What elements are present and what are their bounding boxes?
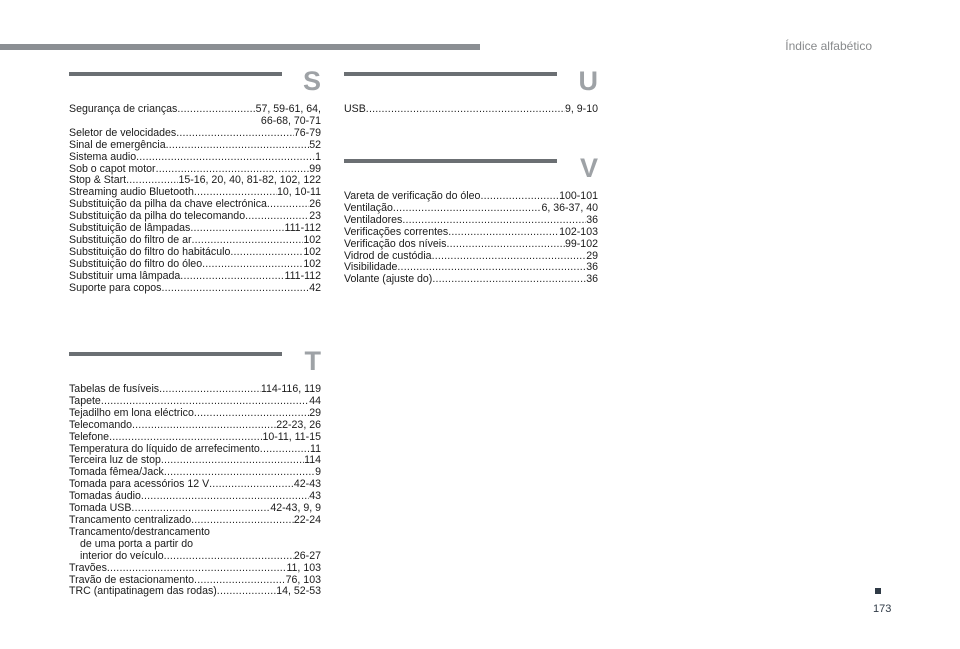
index-entry — [69, 283, 321, 295]
index-entries — [344, 104, 598, 116]
leader-dots — [159, 384, 261, 396]
index-entry-pages: 22-24 — [293, 513, 321, 526]
index-entry-term: Tomada USB — [69, 502, 132, 515]
index-entry-pages: 76, 103 — [285, 573, 321, 586]
index-entry-pages: 14, 52-53 — [276, 585, 321, 598]
index-entry-term: Segurança de crianças — [69, 103, 178, 115]
index-entry-term: Telecomando — [69, 418, 133, 431]
leader-dots — [166, 140, 310, 152]
section-v-heading — [344, 155, 598, 187]
index-entry-pages-continued: 66-68, 70-71 — [260, 114, 321, 127]
index-entry-pages: 57, 59-61, 64, — [255, 103, 321, 115]
index-entry-term: USB — [344, 103, 366, 115]
index-entry — [69, 420, 321, 432]
index-entry-term: Ventilação — [344, 201, 393, 214]
index-entry-pages: 36 — [586, 213, 598, 226]
index-entry-pages: 11 — [310, 442, 321, 455]
index-entries — [69, 384, 321, 598]
leader-dots — [432, 274, 586, 286]
index-entry-pages: 9 — [315, 466, 321, 479]
index-entry-term: Substituir uma lâmpada — [69, 269, 181, 282]
index-entry — [69, 128, 321, 140]
leader-dots — [202, 259, 303, 271]
index-entry-term: Substituição do filtro de ar — [69, 233, 192, 246]
index-entries — [69, 104, 321, 295]
index-entry-pages: 36 — [586, 273, 598, 286]
section-divider — [69, 72, 282, 76]
index-entry-pages: 99 — [309, 162, 321, 175]
section-t-heading — [69, 348, 321, 380]
header-bar — [0, 44, 480, 50]
index-entry-term: Substituição da pilha do telecomando — [69, 210, 246, 223]
index-entry-term: Tabelas de fusíveis — [69, 383, 160, 395]
index-entry-pages: 1 — [315, 150, 321, 163]
index-entry-term: Stop & Start — [69, 174, 127, 187]
index-entry-pages: 111-112 — [284, 222, 321, 235]
leader-dots — [217, 586, 276, 598]
leader-dots — [393, 203, 542, 215]
leader-dots — [136, 152, 315, 164]
index-entries — [344, 191, 598, 286]
index-entry-term: Tomada para acessórios 12 V — [69, 478, 210, 491]
index-entry — [69, 152, 321, 164]
index-entry-term: Sinal de emergência — [69, 138, 166, 151]
section-u — [344, 68, 598, 116]
index-entry-pages: 102 — [303, 233, 321, 246]
index-entry — [69, 271, 321, 283]
section-letter: U — [578, 66, 598, 96]
index-entry-pages: 26-27 — [293, 549, 321, 562]
index-entry-term: Vareta de verificação do óleo — [344, 190, 481, 202]
page-header-title: Índice alfabético — [785, 39, 872, 53]
index-entry-term: Substituição do filtro do óleo — [69, 257, 203, 270]
index-entry-pages: 36 — [586, 261, 598, 274]
leader-dots — [432, 251, 587, 263]
index-entry-term: de uma porta a partir do — [80, 537, 194, 550]
index-entry-pages: 29 — [309, 406, 321, 419]
section-divider — [344, 159, 557, 163]
leader-dots — [402, 215, 586, 227]
index-entry-term: Suporte para copos — [69, 281, 162, 294]
index-entry-term: Substituição de lâmpadas — [69, 222, 191, 235]
index-entry-pages: 6, 36-37, 40 — [541, 201, 598, 214]
index-entry-term: Verificação dos níveis — [344, 237, 447, 250]
index-entry — [69, 551, 321, 563]
index-entry-pages: 76-79 — [293, 126, 321, 139]
index-entry-pages: 52 — [309, 138, 321, 151]
leader-dots — [177, 104, 255, 116]
index-entry-pages: 9, 9-10 — [565, 103, 598, 115]
index-entry-term: Travão de estacionamento — [69, 573, 195, 586]
leader-dots — [448, 227, 559, 239]
index-entry-term: Verificações correntes — [344, 225, 449, 238]
index-entry-term: Vidrod de custódia — [344, 249, 432, 262]
leader-dots — [176, 128, 294, 140]
leader-dots — [260, 444, 310, 456]
index-entry — [344, 104, 598, 116]
index-entry-pages: 102 — [303, 245, 321, 258]
leader-dots — [230, 247, 303, 259]
index-entry — [344, 239, 598, 251]
section-t — [69, 348, 321, 598]
index-entry — [69, 586, 321, 598]
index-entry-term: Visibilidade — [344, 261, 398, 274]
index-entry-pages: 15-16, 20, 40, 81-82, 102, 122 — [178, 174, 321, 187]
index-entry-term: Substituição da pilha da chave electrónica — [69, 198, 267, 211]
page-marker — [875, 588, 881, 594]
page-number: 173 — [873, 603, 892, 615]
section-letter: V — [579, 153, 598, 183]
index-entry-term: Sistema audio — [69, 150, 137, 163]
index-entry-term: Tomada fêmea/Jack — [69, 466, 164, 479]
section-u-heading — [344, 68, 598, 100]
section-letter: S — [302, 66, 321, 96]
index-entry-pages: 22-23, 26 — [276, 418, 321, 431]
index-entry — [69, 563, 321, 575]
index-entry-pages: 26 — [309, 198, 321, 211]
index-entry-pages: 43 — [309, 490, 321, 503]
leader-dots — [267, 199, 309, 211]
index-entry-pages: 42-43, 9, 9 — [270, 502, 321, 515]
index-entry — [69, 408, 321, 420]
leader-dots — [132, 420, 276, 432]
leader-dots — [209, 479, 294, 491]
index-entry — [69, 384, 321, 396]
section-s-heading — [69, 68, 321, 100]
leader-dots — [161, 283, 309, 295]
leader-dots — [194, 408, 309, 420]
index-entry-pages: 29 — [586, 249, 598, 262]
section-divider — [69, 352, 282, 356]
index-entry — [344, 227, 598, 239]
section-s — [69, 68, 321, 295]
index-entry-term: interior do veículo — [80, 549, 164, 562]
leader-dots — [107, 563, 287, 575]
index-entry-pages: 102 — [303, 257, 321, 270]
index-entry-pages: 23 — [309, 210, 321, 223]
leader-dots — [446, 239, 565, 251]
index-entry-pages: 114 — [304, 454, 321, 467]
index-entry-term: Trancamento/destrancamento — [69, 525, 210, 538]
index-entry — [344, 215, 598, 227]
index-entry — [344, 274, 598, 286]
index-entry — [69, 140, 321, 152]
index-entry-term: Substituição do filtro do habitáculo — [69, 245, 231, 258]
index-entry-pages: 11, 103 — [286, 561, 321, 574]
index-entry-term: Seletor de velocidades — [69, 126, 177, 139]
index-entry-term: Ventiladores — [344, 213, 403, 226]
index-entry-term: Terceira luz de stop — [69, 454, 161, 467]
index-entry-pages: 102-103 — [559, 225, 598, 238]
index-entry-term: Tapete — [69, 394, 101, 407]
index-entry-pages: 111-112 — [284, 269, 321, 282]
index-entry-pages: 10, 10-11 — [277, 186, 321, 199]
index-entry-term: Travões — [69, 561, 107, 574]
index-entry — [69, 432, 321, 444]
index-entry-term: Telefone — [69, 430, 110, 443]
index-entry-pages: 42 — [309, 281, 321, 294]
index-entry-term: TRC (antipatinagem das rodas) — [69, 585, 217, 598]
index-entry-term: Tejadilho em lona eléctrico — [69, 406, 194, 419]
index-entry-term: Volante (ajuste do) — [344, 273, 433, 286]
index-entry-term: Trancamento centralizado — [69, 513, 192, 526]
index-entry-pages: 42-43 — [293, 478, 321, 491]
index-entry-term: Tomadas áudio — [69, 490, 141, 503]
leader-dots — [366, 104, 565, 116]
index-entry-pages: 44 — [309, 394, 321, 407]
leader-dots — [190, 223, 284, 235]
leader-dots — [109, 432, 262, 444]
leader-dots — [164, 551, 294, 563]
index-entry-pages: 99-102 — [565, 237, 598, 250]
index-entry — [69, 247, 321, 259]
index-entry-term: Streaming audio Bluetooth — [69, 186, 194, 199]
index-entry-pages: 10-11, 11-15 — [262, 430, 321, 443]
index-entry-term: Temperatura do líquido de arrefecimento — [69, 442, 260, 455]
index-entry-pages: 100-101 — [559, 190, 598, 202]
leader-dots — [180, 271, 284, 283]
leader-dots — [161, 455, 304, 467]
section-divider — [344, 72, 557, 76]
index-entry-term: Sob o capot motor — [69, 162, 156, 175]
section-v — [344, 155, 598, 286]
index-entry-pages: 114-116, 119 — [260, 383, 321, 395]
section-letter: T — [304, 346, 321, 376]
index-entry — [69, 259, 321, 271]
